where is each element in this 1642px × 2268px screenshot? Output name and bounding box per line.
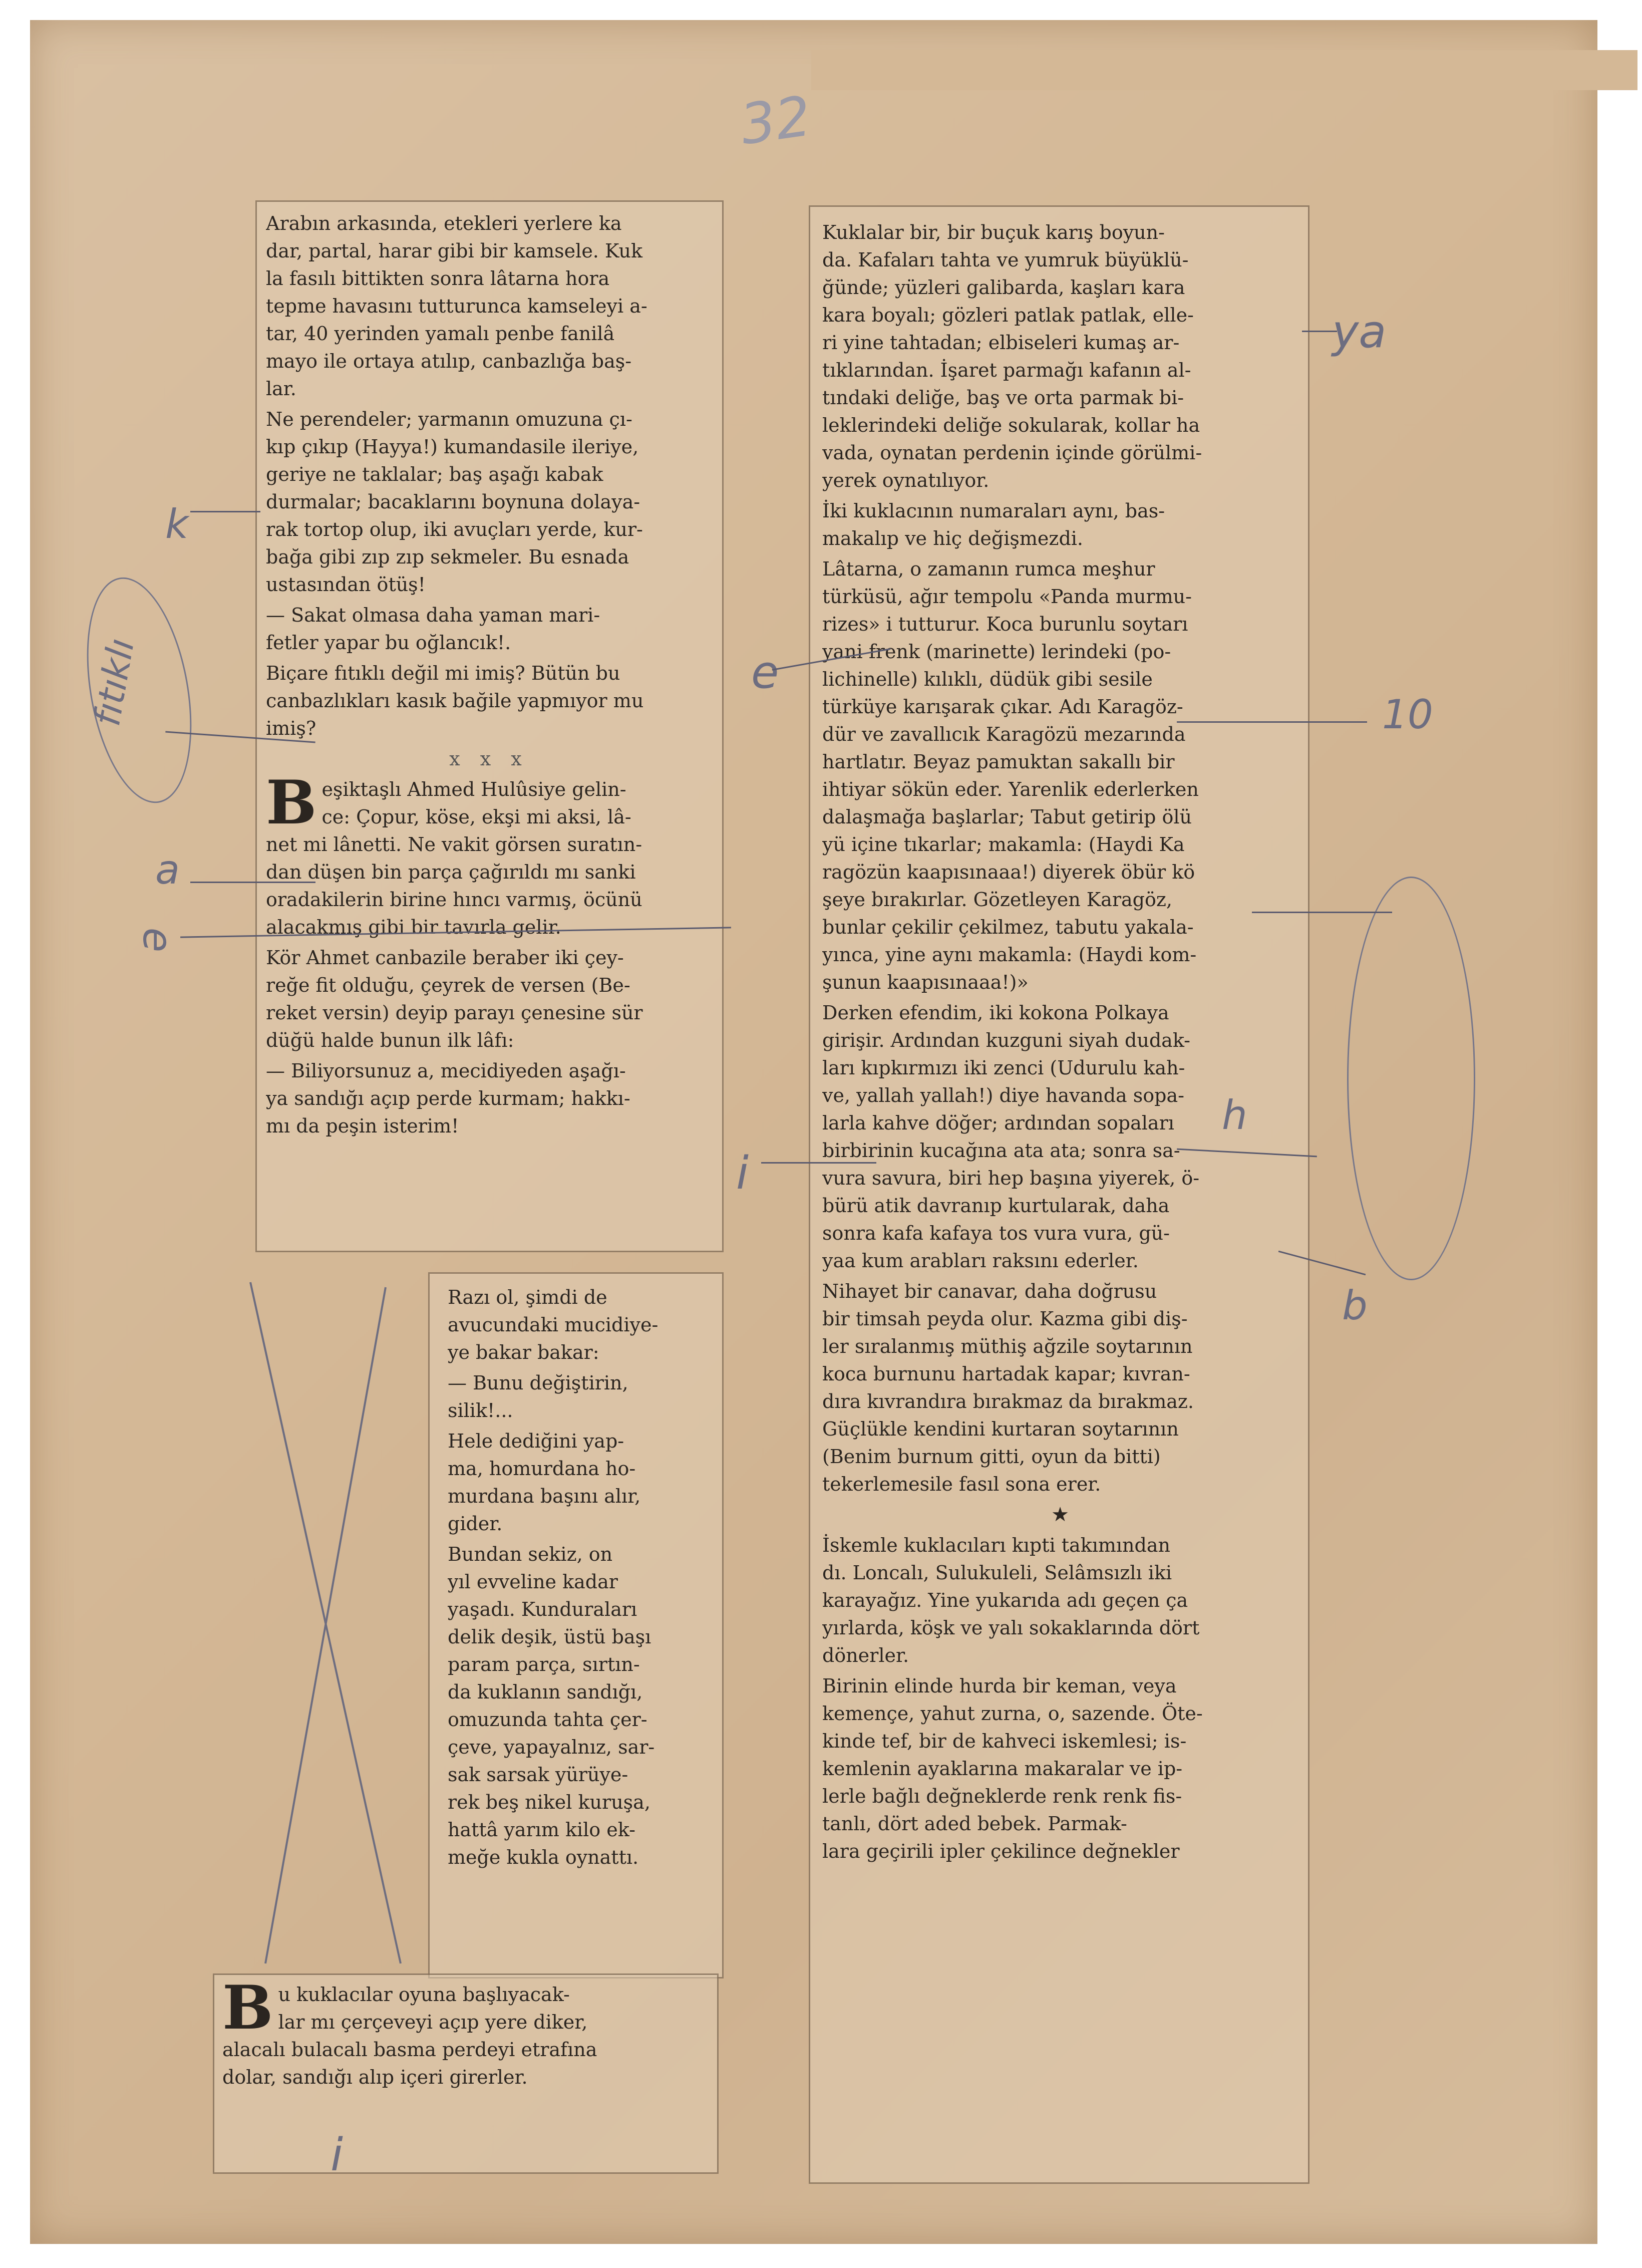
text-line: tıklarından. İşaret parmağı kafanın al- <box>822 359 1191 381</box>
text-line: türküsü, ağır tempolu «Panda murmu- <box>822 586 1192 608</box>
text-line: alacalı bulacalı basma perdeyi etrafına <box>222 2039 597 2061</box>
text-line: mayo ile ortaya atılıp, canbazlığa baş- <box>266 350 632 372</box>
text-line: reğe fit olduğu, çeyrek de versen (Be- <box>266 974 630 996</box>
sheet-top-edge <box>811 50 1637 90</box>
paragraph <box>822 555 1298 996</box>
text-line: leklerindeki deliğe sokularak, kollar ha <box>822 414 1200 436</box>
clipping-right-column <box>809 205 1309 2184</box>
text-line: yıl evveline kadar <box>448 1571 618 1593</box>
text-line: — Bunu değiştirin, <box>448 1372 628 1394</box>
text-line: Razı ol, şimdi de <box>448 1286 607 1308</box>
text-line: tepme havasını tutturunca kamseleyi a- <box>266 295 647 317</box>
text-line: rizes» i tutturur. Koca burunlu soytarı <box>822 613 1188 635</box>
text-line: rak tortop olup, iki avuçları yerde, kur- <box>266 518 643 540</box>
text-line: ler sıralanmış müthiş ağzile soytarının <box>822 1335 1193 1357</box>
text-line: bürü atik davranıp kurtularak, daha <box>822 1195 1170 1217</box>
text-line: yerek oynatılıyor. <box>822 469 990 491</box>
annotation-i-middle: i <box>736 1147 749 1200</box>
annotation-h: h <box>1222 1092 1247 1139</box>
text-line: u kuklacılar oyuna başlıyacak- <box>278 1983 570 2006</box>
text-line: tındaki deliğe, baş ve orta parmak bi- <box>822 387 1184 409</box>
text-line: yırlarda, köşk ve yalı sokaklarında dört <box>822 1617 1200 1639</box>
text-line: yaşadı. Kunduraları <box>448 1598 637 1620</box>
text-line: sonra kafa kafaya tos vura vura, gü- <box>822 1222 1170 1244</box>
text-line: dalaşmağa başlarlar; Tabut getirip ölü <box>822 806 1192 828</box>
text-line: makalıp ve hiç değişmezdi. <box>822 527 1083 549</box>
text-line: murdana başını alır, <box>448 1485 641 1507</box>
annotation-oval-right <box>1347 877 1475 1280</box>
clipping-narrow-paragraphs <box>448 1284 714 1871</box>
text-line: (Benim burnum gitti, oyun da bitti) <box>822 1446 1161 1468</box>
annotation-a: a <box>155 846 180 893</box>
pencil-cross-mark <box>235 1272 446 1973</box>
text-line: ce: Çopur, köse, ekşi mi aksi, lâ- <box>321 806 631 828</box>
text-line: geriye ne taklalar; baş aşağı kabak <box>266 463 603 485</box>
annotation-fitikli: fıtıklı <box>86 635 143 729</box>
text-line: çeve, yapayalnız, sar- <box>448 1736 655 1758</box>
text-line: meğe kukla oynattı. <box>448 1846 639 1868</box>
page-number: 32 <box>736 84 815 157</box>
text-line: Biçare fıtıklı değil mi imiş? Bütün bu <box>266 662 620 684</box>
text-line: yınca, yine aynı makamla: (Haydi kom- <box>822 944 1197 966</box>
text-line: Lâtarna, o zamanın rumca meşhur <box>822 558 1155 580</box>
text-line: ları kıpkırmızı iki zenci (Udurulu kah- <box>822 1057 1185 1079</box>
text-line: dür ve zavallıcık Karagözü mezarında <box>822 723 1186 745</box>
text-line: lara geçirili ipler çekilince değnekler <box>822 1840 1180 1862</box>
text-line: rek beş nikel kuruşa, <box>448 1791 650 1813</box>
clipping-narrow-column <box>428 1272 724 1978</box>
text-line: durmalar; bacaklarını boynuna dolaya- <box>266 491 640 513</box>
text-line: Kuklalar bir, bir buçuk karış boyun- <box>822 221 1165 243</box>
paragraph <box>266 660 712 742</box>
text-line: vura savura, biri hep başına yiyerek, ö- <box>822 1167 1200 1189</box>
text-line: da. Kafaları tahta ve yumruk büyüklü- <box>822 249 1189 271</box>
paragraph <box>266 944 712 1054</box>
text-line: silik!... <box>448 1399 513 1422</box>
text-line: düğü halde bunun ilk lâfı: <box>266 1029 514 1051</box>
text-line: vada, oynatan perdenin içinde görülmi- <box>822 442 1202 464</box>
text-line: şeye bırakırlar. Gözetleyen Karagöz, <box>822 889 1172 911</box>
text-line: birbirinin kucağına ata ata; sonra sa- <box>822 1140 1180 1162</box>
text-line: dar, partal, harar gibi bir kamsele. Kuk <box>266 240 643 262</box>
text-line: kıp çıkıp (Hayya!) kumandasile ileriye, <box>266 436 639 458</box>
annotation-i-bottom: i <box>331 2129 344 2181</box>
pencil-line-right-arrow <box>1252 912 1392 913</box>
text-line: lerle bağlı değneklerde renk renk fis- <box>822 1785 1182 1807</box>
paragraph <box>448 1369 714 1425</box>
text-line: şunun kaapısınaaa!)» <box>822 971 1029 993</box>
text-line: kara boyalı; gözleri patlak patlak, elle- <box>822 304 1194 326</box>
text-line: lichinelle) kılıklı, düdük gibi sesile <box>822 668 1153 690</box>
text-line: ragözün kaapısınaaa!) diyerek öbür kö <box>822 861 1195 883</box>
text-line: yani frenk (marinette) lerindeki (po- <box>822 641 1171 663</box>
section-two <box>266 767 712 1140</box>
text-line: param parça, sırtın- <box>448 1653 640 1675</box>
pencil-line-i <box>761 1162 876 1164</box>
paragraph <box>448 1541 714 1871</box>
text-line: bunlar çekilir çekilmez, tabutu yakala- <box>822 916 1194 938</box>
text-line: Güçlükle kendini kurtaran soytarının <box>822 1418 1179 1440</box>
text-line: delik deşik, üstü başı <box>448 1626 651 1648</box>
text-line: tanlı, dört aded bebek. Parmak- <box>822 1813 1127 1835</box>
text-line: ma, homurdana ho- <box>448 1458 636 1480</box>
text-line: — Sakat olmasa daha yaman mari- <box>266 604 600 626</box>
text-line: hattâ yarım kilo ek- <box>448 1819 635 1841</box>
annotation-b: b <box>1342 1282 1368 1329</box>
text-line: lar. <box>266 378 296 400</box>
text-line: kemlenin ayaklarına makaralar ve ip- <box>822 1758 1183 1780</box>
paragraph <box>822 1672 1298 1865</box>
text-line: hartlatır. Beyaz pamuktan sakallı bir <box>822 751 1175 773</box>
text-line: canbazlıkları kasık bağile yapmıyor mu <box>266 690 644 712</box>
text-line: tar, 40 yerinden yamalı penbe fanilâ <box>266 323 615 345</box>
text-line: mı da peşin isterim! <box>266 1115 459 1137</box>
clipping-right-paragraphs <box>822 219 1298 1498</box>
text-line: lar mı çerçeveyi açıp yere diker, <box>278 2011 588 2033</box>
text-line: alacakmış gibi bir tavırla gelir. <box>266 916 561 938</box>
star-separator: ★ <box>1051 1503 1069 1526</box>
text-line: sak sarsak yürüye- <box>448 1764 628 1786</box>
text-line: dı. Loncalı, Sulukuleli, Selâmsızlı iki <box>822 1562 1172 1584</box>
text-line: ğünde; yüzleri galibarda, kaşları kara <box>822 276 1185 299</box>
text-line: dıra kıvrandıra bırakmaz da bırakmaz. <box>822 1390 1194 1412</box>
text-line: yaa kum arabları raksını ederler. <box>822 1250 1139 1272</box>
text-line: eşiktaşlı Ahmed Hulûsiye gelin- <box>321 778 626 800</box>
text-line: bir timsah peyda olur. Kazma gibi diş- <box>822 1308 1188 1330</box>
text-line: Arabın arkasında, etekleri yerlere ka <box>266 212 622 234</box>
clipping-bottom <box>213 1973 719 2174</box>
annotation-ten: 10 <box>1382 691 1433 738</box>
text-line: ustasından ötüş! <box>266 574 426 596</box>
text-line: — Biliyorsunuz a, mecidiyeden aşağı- <box>266 1060 626 1082</box>
drop-cap-bottom: B <box>222 1972 273 2043</box>
paragraph <box>822 497 1298 552</box>
text-line: imiş? <box>266 717 316 739</box>
pencil-line-a <box>190 882 315 883</box>
text-line: karayağız. Yine yukarıda adı geçen ça <box>822 1589 1188 1611</box>
pencil-line-ya <box>1302 331 1337 332</box>
text-line: da kuklanın sandığı, <box>448 1681 643 1703</box>
text-line: ve, yallah yallah!) diye havanda sopa- <box>822 1084 1184 1106</box>
text-line: yü içine tıkarlar; makamla: (Haydi Ka <box>822 833 1185 856</box>
paragraph <box>266 210 712 403</box>
text-line: Bundan sekiz, on <box>448 1543 613 1565</box>
annotation-e-middle: e <box>751 646 779 699</box>
clipping-right-paragraphs-after <box>822 1532 1298 1865</box>
text-line: net mi lânetti. Ne vakit görsen suratın- <box>266 833 642 856</box>
text-line: Nihayet bir canavar, daha doğrusu <box>822 1280 1157 1302</box>
text-line: Ne perendeler; yarmanın omuzuna çı- <box>266 408 632 430</box>
text-line: türküye karışarak çıkar. Adı Karagöz- <box>822 696 1183 718</box>
text-line: tekerlemesile fasıl sona erer. <box>822 1473 1101 1495</box>
text-line: bağa gibi zıp zıp sekmeler. Bu esnada <box>266 546 629 568</box>
paragraph <box>266 406 712 599</box>
text-line: reket versin) deyip parayı çenesine sür <box>266 1002 643 1024</box>
pencil-line-k <box>190 511 260 512</box>
text-line: kinde tef, bir de kahveci iskemlesi; is- <box>822 1730 1187 1752</box>
paragraph <box>822 1532 1298 1669</box>
text-line: oradakilerin birine hıncı varmış, öcünü <box>266 889 642 911</box>
text-line: ya sandığı açıp perde kurmam; hakkı- <box>266 1087 630 1109</box>
clipping-left-column <box>255 200 724 1252</box>
annotation-k: k <box>165 501 189 547</box>
paragraph <box>448 1428 714 1538</box>
text-line: avucundaki mucidiye- <box>448 1314 659 1336</box>
text-line: İki kuklacının numaraları aynı, bas- <box>822 500 1165 522</box>
text-line: ihtiyar sökün eder. Yarenlik ederlerken <box>822 778 1199 800</box>
section-separator: x x x <box>449 748 529 770</box>
clipping-left-paragraphs <box>266 210 712 742</box>
text-line: omuzunda tahta çer- <box>448 1709 647 1731</box>
annotation-ya: ya <box>1332 306 1387 358</box>
text-line: fetler yapar bu oğlancık!. <box>266 632 511 654</box>
text-line: dolar, sandığı alıp içeri girerler. <box>222 2066 528 2088</box>
paragraph <box>822 1278 1298 1498</box>
text-line: Birinin elinde hurda bir keman, veya <box>822 1675 1177 1697</box>
text-line: gider. <box>448 1513 503 1535</box>
drop-cap: B <box>266 767 317 838</box>
text-line: Derken efendim, iki kokona Polkaya <box>822 1002 1169 1024</box>
section-two-paragraphs <box>266 767 712 1140</box>
text-line: Hele dediğini yap- <box>448 1430 624 1452</box>
pencil-line-ten <box>1177 721 1367 723</box>
paragraph <box>448 1284 714 1366</box>
clipping-bottom-lines <box>222 1972 707 2091</box>
text-line: ye bakar bakar: <box>448 1341 599 1363</box>
text-line: dönerler. <box>822 1644 909 1666</box>
text-line: koca burnunu hartadak kapar; kıvran- <box>822 1363 1190 1385</box>
text-line: larla kahve döğer; ardından sopaları <box>822 1112 1174 1134</box>
paragraph <box>266 1057 712 1140</box>
text-line: kemençe, yahut zurna, o, sazende. Öte- <box>822 1703 1203 1725</box>
text-line: la fasılı bittikten sonra lâtarna hora <box>266 267 610 290</box>
text-line: dan düşen bin parça çağırıldı mı sanki <box>266 861 636 883</box>
text-line: ri yine tahtadan; elbiseleri kumaş ar- <box>822 332 1180 354</box>
text-line: İskemle kuklacıları kıpti takımından <box>822 1534 1170 1556</box>
annotation-e-left: e <box>134 927 181 953</box>
paragraph <box>266 767 712 941</box>
text-line: girişir. Ardından kuzguni siyah dudak- <box>822 1029 1191 1051</box>
paragraph <box>266 602 712 657</box>
text-line: Kör Ahmet canbazile beraber iki çey- <box>266 947 624 969</box>
paragraph <box>822 219 1298 494</box>
